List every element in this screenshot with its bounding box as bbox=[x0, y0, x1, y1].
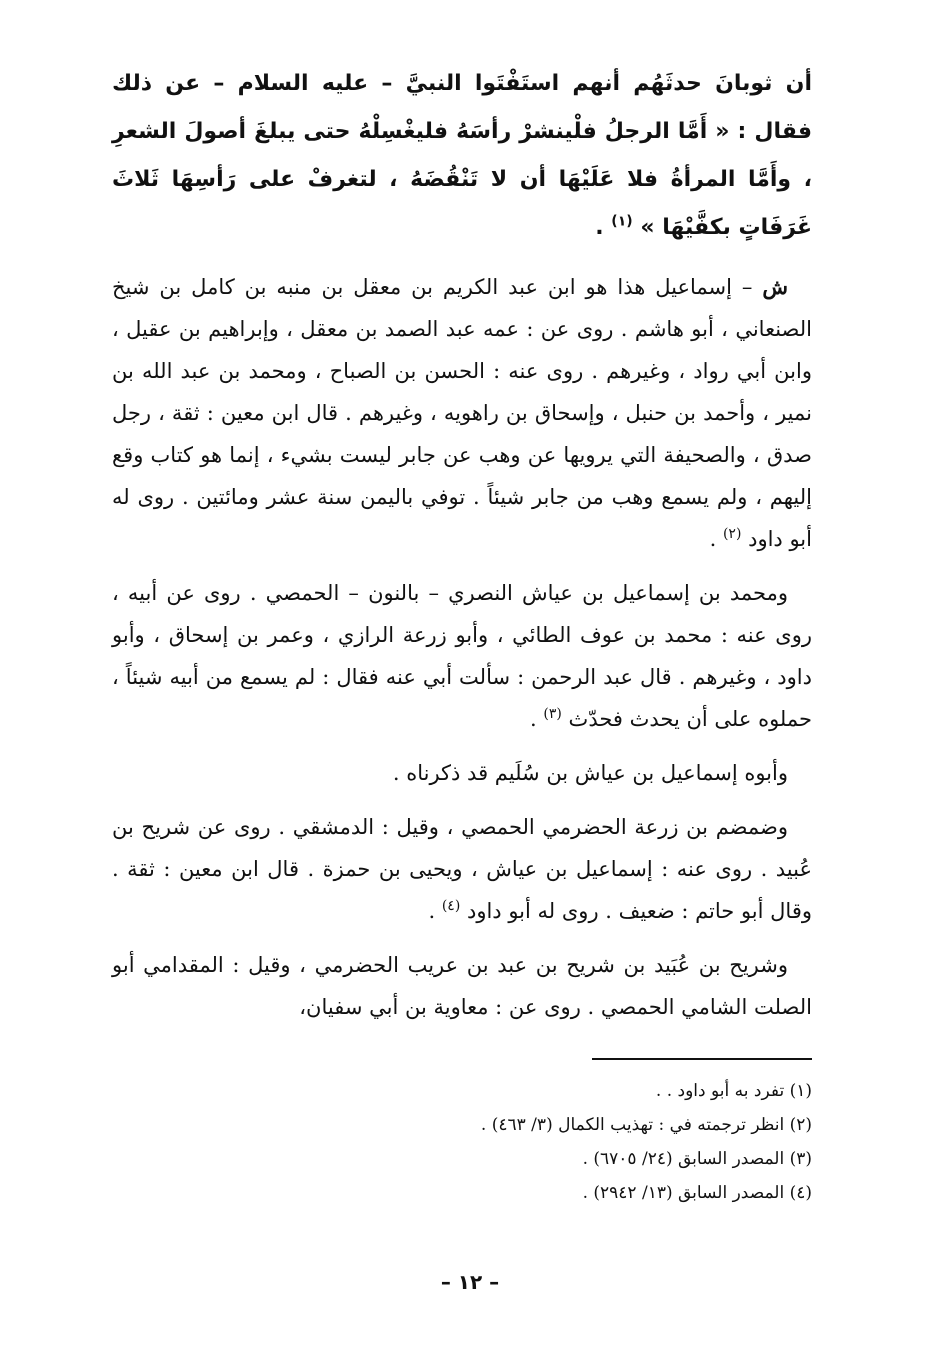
footnote-ref-4[interactable]: (٤) bbox=[441, 898, 461, 914]
entry-text: – إسماعيل هذا هو ابن عبد الكريم بن معقل بن منبه بن كامل بن شيخ الصنعاني ، أبو هاشم . روى عن : عمه عبد الصمد بن معقل ، وإبراهيم بن عقيل ، وابن أبي رواد ، وغيرهم . روى عنه : الحسن بن الصباح ، ومحمد بن عبد الله بن نمير ، وأحمد بن حنبل ، وإسحاق بن راهويه ، وغيرهم . قال ابن معين : ثقة ، رجل صدق ، والصحيفة التي يرويها عن وهب عن جابر ليست بشيء ، إنما هو كتاب وقع إليهم ، ولم يسمع وهب من جابر شيئاً . توفي باليمن سنة عشر ومائتين . روى له أبو داود bbox=[112, 275, 812, 551]
entry-text: ومحمد بن إسماعيل بن عياش النصري – بالنون – الحمصي . روى عن أبيه ، روى عنه : محمد بن عوف الطائي ، وأبو زرعة الرازي ، وعمر بن إسحاق ، وأبو داود ، وغيرهم . قال عبد الرحمن : سألت أبي عنه فقال : لم يسمع من أبيه شيئاً ، حملوه على أن يحدث فحدّث bbox=[112, 581, 812, 731]
entry-abuhu-paragraph bbox=[112, 752, 812, 794]
hadith-end: . bbox=[595, 215, 604, 240]
entry-end: . bbox=[530, 707, 537, 731]
page-body bbox=[112, 60, 812, 1210]
entry-end: . bbox=[709, 527, 717, 551]
hadith-paragraph bbox=[112, 60, 812, 252]
footnote-2: (٢) انظر ترجمته في : تهذيب الكمال (٣/ ٤٦٣) . bbox=[480, 1115, 812, 1135]
footnote-ref-1[interactable]: (١) bbox=[611, 213, 633, 230]
footnote-divider bbox=[592, 1058, 812, 1060]
entry-ismail-paragraph bbox=[112, 266, 812, 560]
footnote-3: (٣) المصدر السابق (٢٤/ ٦٧٠٥) . bbox=[582, 1149, 812, 1169]
entry-text: وأبوه إسماعيل بن عياش بن سُلَيم قد ذكرناه . bbox=[392, 761, 788, 785]
sharh-marker: ش bbox=[762, 274, 788, 299]
entry-muhammad-paragraph bbox=[112, 572, 812, 740]
footnote-ref-2[interactable]: (٢) bbox=[722, 526, 742, 542]
page-number: – ١٢ – bbox=[440, 1270, 500, 1294]
entry-shurayh-paragraph bbox=[112, 944, 812, 1028]
entry-text: وضمضم بن زرعة الحضرمي الحمصي ، وقيل : الدمشقي . روى عن شريح بن عُبيد . روى عنه : إسماعيل بن عياش ، ويحيى بن حمزة . قال ابن معين : ثقة . وقال أبو حاتم : ضعيف . روى له أبو داود bbox=[112, 815, 812, 923]
footnote-ref-3[interactable]: (٣) bbox=[543, 706, 562, 722]
entry-text: وشريح بن عُبَيد بن شريح بن عبد بن عريب الحضرمي ، وقيل : المقدامي أبو الصلت الشامي الحمصي . روى عن : معاوية بن أبي سفيان، bbox=[112, 953, 812, 1019]
entry-end: . bbox=[428, 899, 436, 923]
footnote-4: (٤) المصدر السابق (١٣/ ٢٩٤٢) . bbox=[582, 1183, 812, 1203]
footnote-1: (١) تفرد به أبو داود . . bbox=[655, 1081, 812, 1101]
footnotes-list bbox=[112, 1074, 812, 1210]
entry-damdam-paragraph bbox=[112, 806, 812, 932]
hadith-text: أن ثوبانَ حدثَهُم أنهم استَفْتَوا النبيَّ – عليه السلام – عن ذلك فقال : « أَمَّا الرجلُ فلْينشرْ رأسَهُ فليغْسِلْهُ حتى يبلغَ أصولَ الشعرِ ، وأَمَّا المرأةُ فلا عَلَيْهَا أن لا تَنْقُضَهُ ، لتغرفْ على رَأسِهَا ثَلاثَ غَرَفَاتٍ بكفَّيْهَا » bbox=[112, 71, 812, 240]
